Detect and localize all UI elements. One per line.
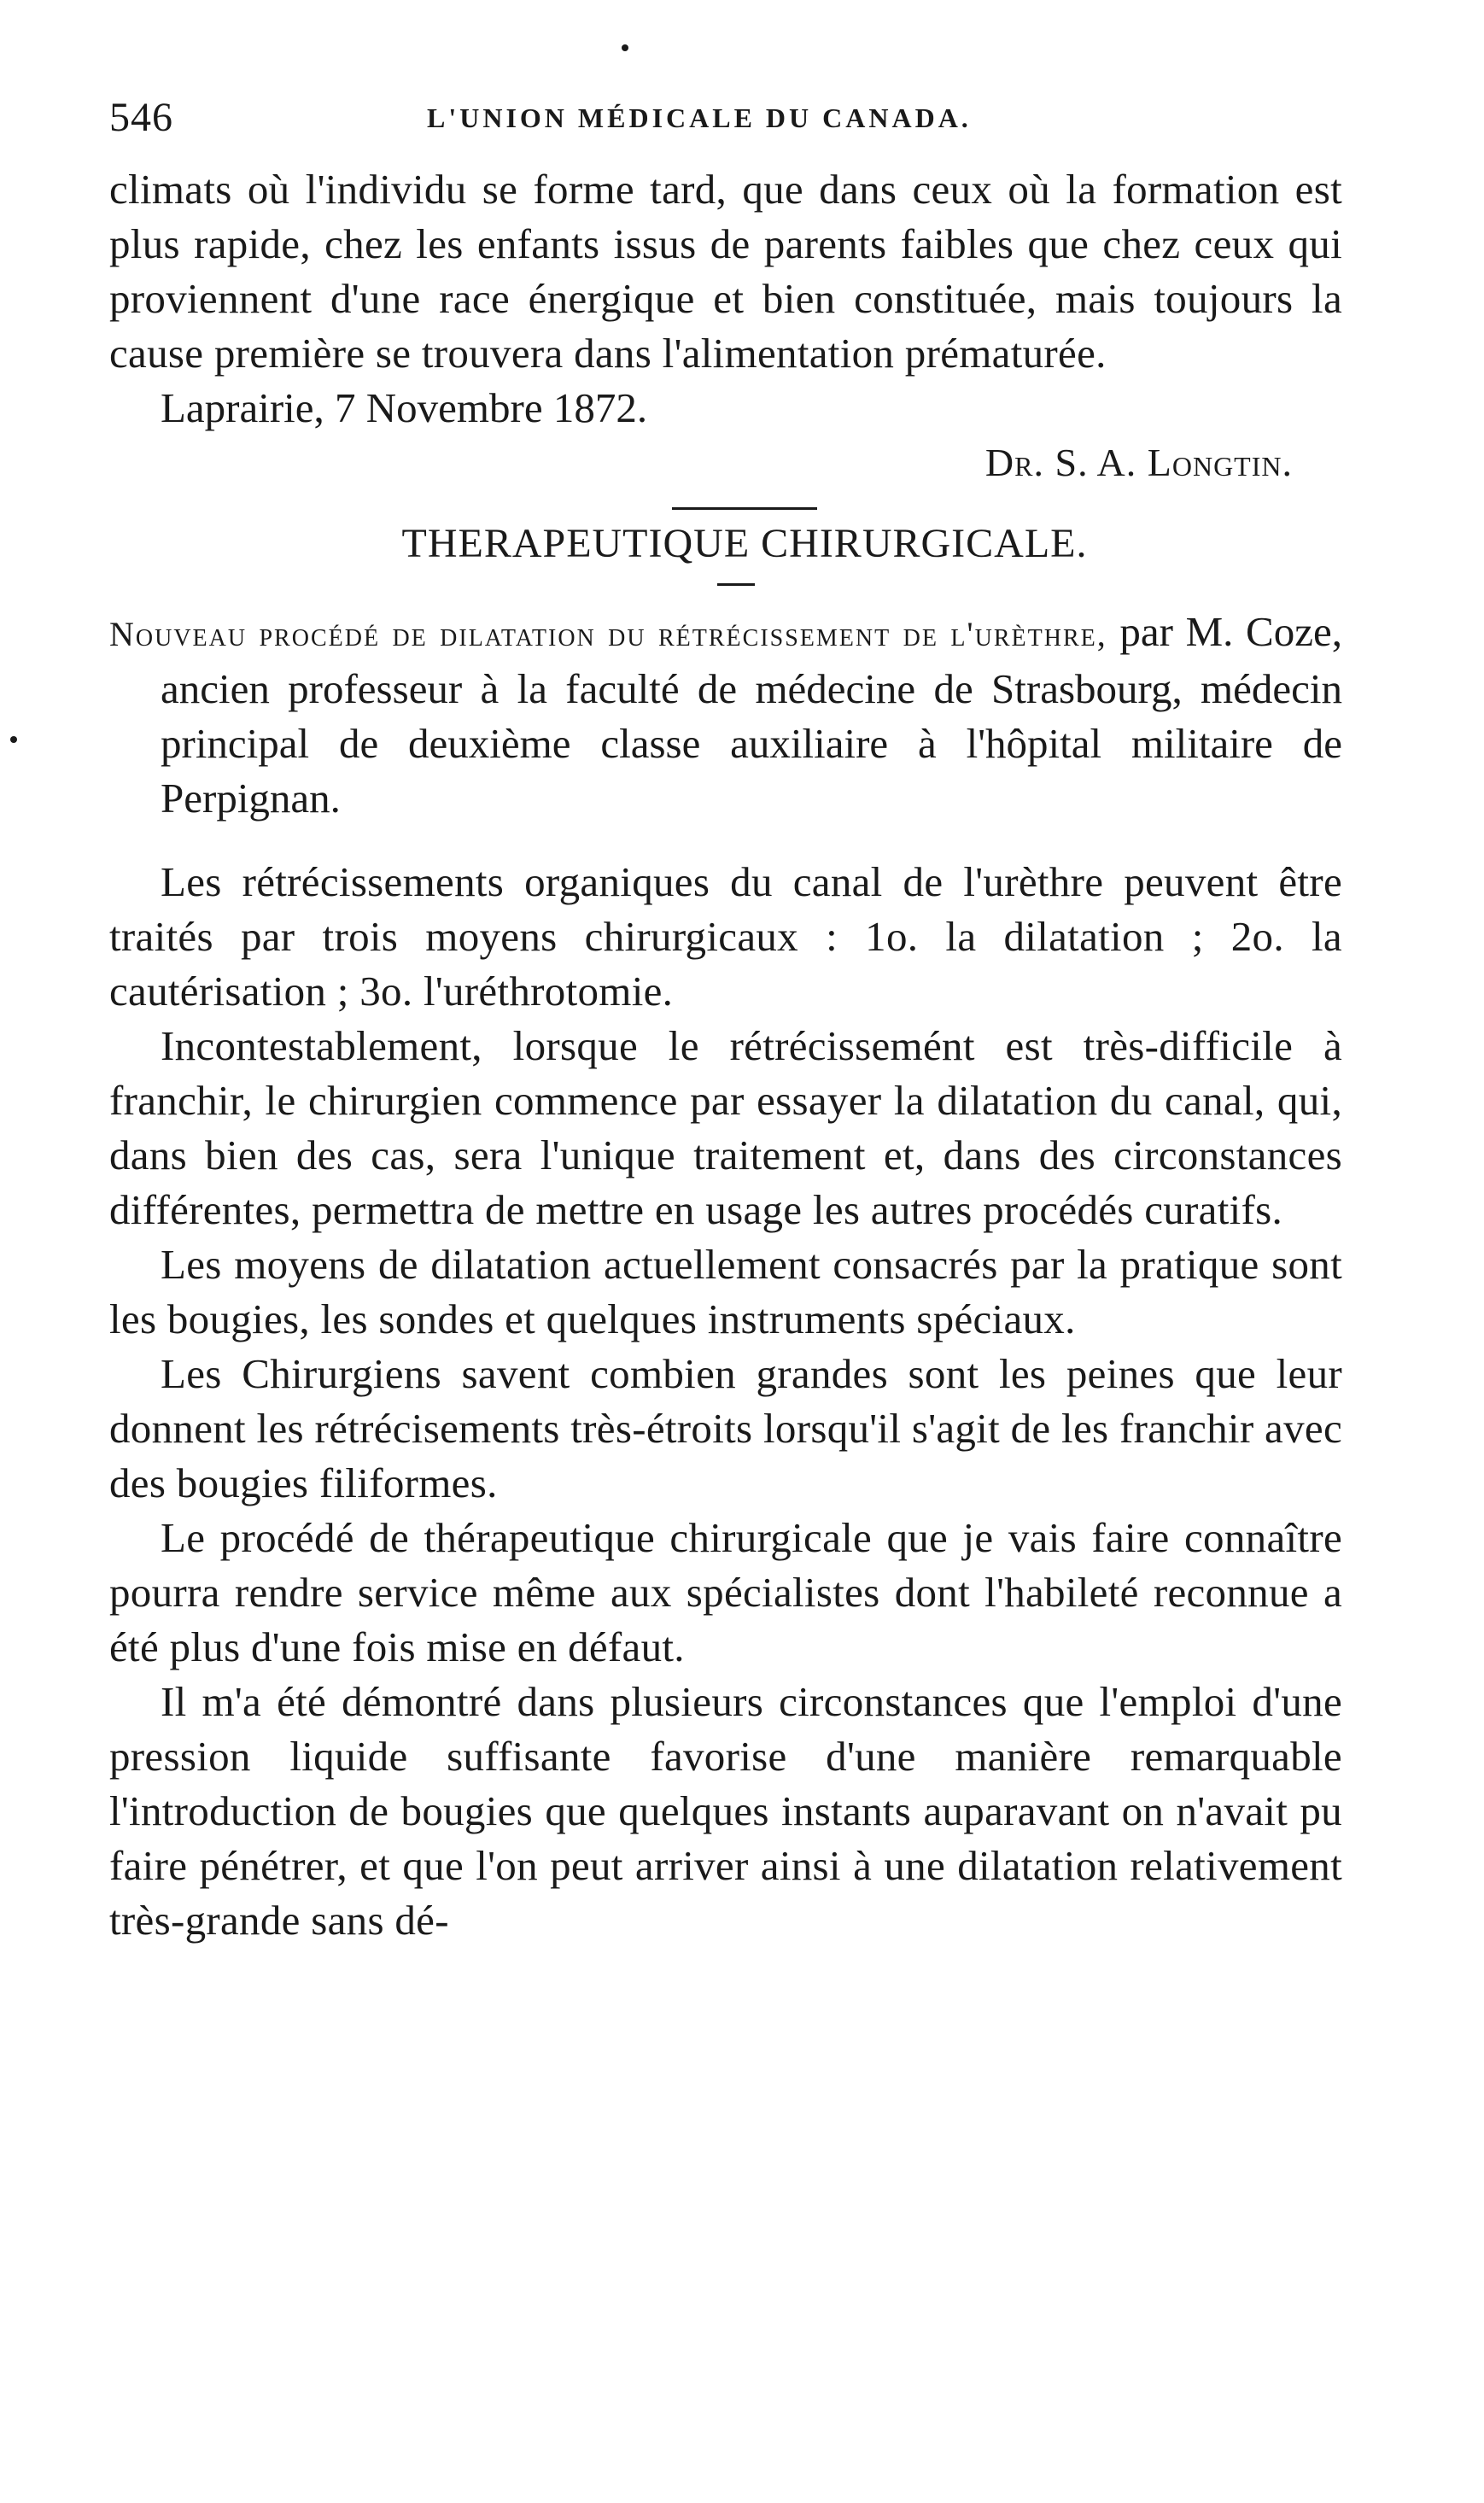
place-date: Laprairie, 7 Novembre 1872.: [161, 384, 648, 431]
body-paragraph: Incontestablement, lorsque le rétrécissemént est très-difficile à franchir, le chirurgien commence par essayer la dilatation du canal, qui, dans bien des cas, sera l'unique traitement et, dans des circonstances différentes, permettra de mettre en usage les autres procédés curatifs.: [109, 1022, 1342, 1233]
article-title: [109, 605, 1342, 826]
section-rule-top: [672, 507, 817, 510]
body-paragraph: Les Chirurgiens savent combien grandes sont les peines que leur donnent les rétrécisements très-étroits lorsqu'il s'agit de les franchir avec des bougies filiformes.: [109, 1350, 1342, 1506]
running-title: L'UNION MÉDICALE DU CANADA.: [427, 102, 972, 133]
article-title-rest: par M. Coze, ancien professeur à la faculté de médecine de Strasbourg, médecin principal de deuxième classe auxiliaire à l'hôpital militaire de Perpignan.: [161, 608, 1342, 822]
ink-speck-left: [10, 736, 17, 743]
body-paragraph: Les rétrécissements organiques du canal de l'urèthre peuvent être traités par trois moyens chirurgicaux : 1o. la dilatation ; 2o. la cautérisation ; 3o. l'uréthrotomie.: [109, 858, 1342, 1015]
body-paragraph: Il m'a été démontré dans plusieurs circonstances que l'emploi d'une pression liquide suffisante favorise d'une manière remarquable l'introduction de bougies que quelques instants auparavant on n'avait pu faire pénétrer, et que l'on peut arriver ainsi à une dilatation relativement très-grande sans dé-: [109, 1678, 1342, 1944]
continued-paragraph: climats où l'individu se forme tard, que dans ceux où la formation est plus rapide, chez les enfants issus de parents faibles que chez ceux qui proviennent d'une race énergique et bien constituée, mais toujours la cause première se trouvera dans l'alimentation prématurée.: [109, 166, 1342, 377]
section-title: THERAPEUTIQUE CHIRURGICALE.: [401, 521, 1088, 566]
ink-speck-top: [622, 44, 628, 51]
page: [109, 94, 1342, 1948]
page-number: 546: [109, 95, 173, 140]
section-rule-bottom: [717, 583, 755, 586]
author-signature: Dr. S. A. Longtin.: [984, 441, 1293, 484]
article-title-caps: Nouveau procédé de dilatation du rétrécissement de l'urèthre,: [109, 615, 1107, 653]
body-paragraph: Le procédé de thérapeutique chirurgicale que je vais faire connaître pourra rendre service même aux spécialistes dont l'habileté reconnue a été plus d'une fois mise en défaut.: [109, 1514, 1342, 1670]
body-paragraph: Les moyens de dilatation actuellement consacrés par la pratique sont les bougies, les sondes et quelques instruments spéciaux.: [109, 1241, 1342, 1342]
page-header: [109, 94, 1342, 149]
